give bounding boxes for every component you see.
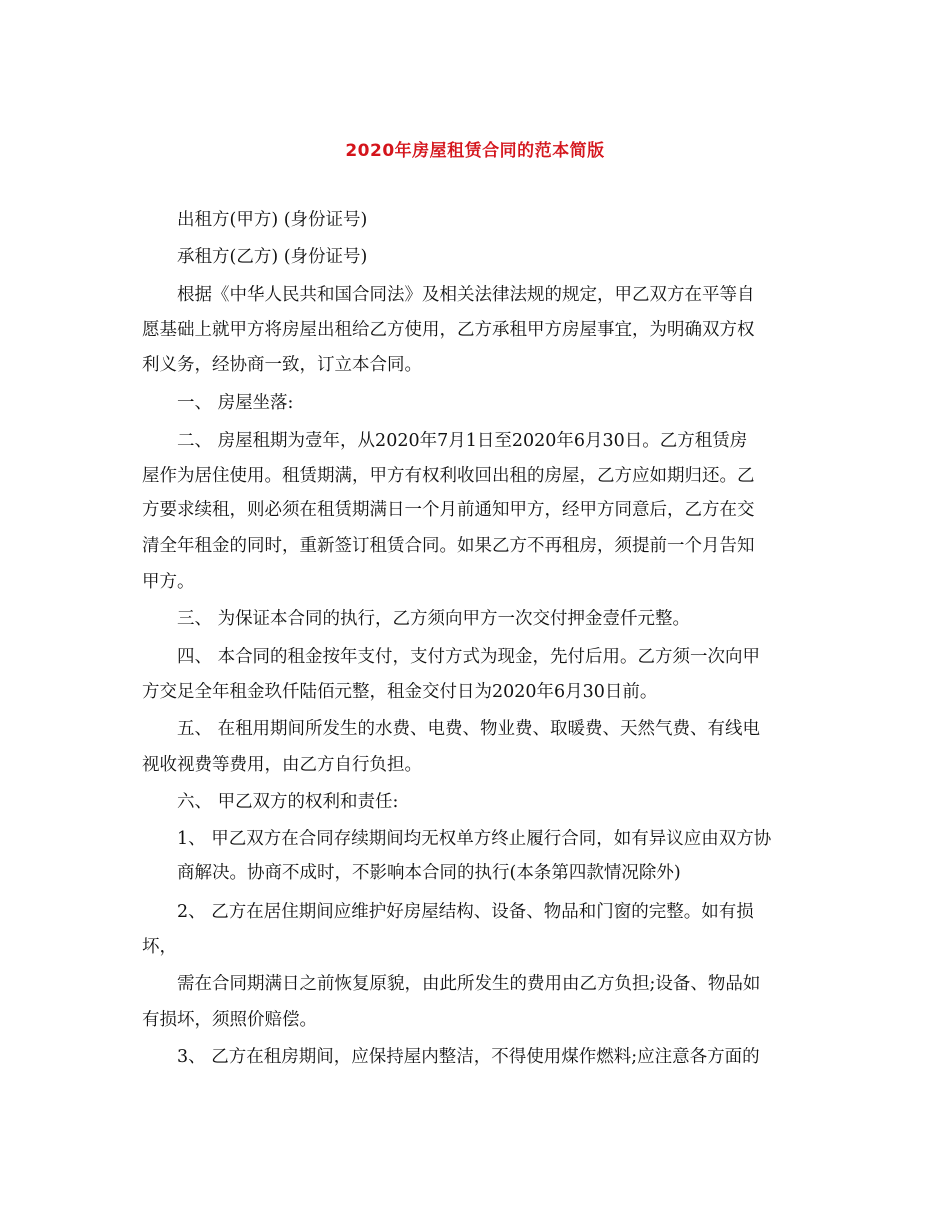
- text-line: 屋作为居住使用。租赁期满，甲方有权利收回出租的房屋，乙方应如期归还。乙: [142, 466, 755, 486]
- text-line: 3、 乙方在租房期间，应保持屋内整洁，不得使用煤作燃料;应注意各方面的: [177, 1047, 760, 1067]
- text-line: 三、 为保证本合同的执行，乙方须向甲方一次交付押金壹仟元整。: [177, 609, 691, 629]
- text-line: 清全年租金的同时，重新签订租赁合同。如果乙方不再租房，须提前一个月告知: [142, 536, 755, 556]
- text-line: 需在合同期满日之前恢复原貌，由此所发生的费用由乙方负担;设备、物品如: [177, 974, 761, 994]
- text-line: 五、 在租用期间所发生的水费、电费、物业费、取暖费、天然气费、有线电: [177, 719, 761, 739]
- text-line: 视收视费等费用，由乙方自行负担。: [142, 755, 422, 775]
- text-line: 承租方(乙方) (身份证号): [177, 247, 368, 267]
- text-line: 坏，: [142, 937, 177, 957]
- text-line: 利义务，经协商一致，订立本合同。: [142, 355, 422, 375]
- text-line: 出租方(甲方) (身份证号): [177, 210, 368, 230]
- text-line: 二、 房屋租期为壹年，从2020年7月1日至2020年6月30日。乙方租赁房: [177, 431, 748, 451]
- text-line: 六、 甲乙双方的权利和责任:: [177, 792, 399, 812]
- text-line: 根据《中华人民共和国合同法》及相关法律法规的规定，甲乙双方在平等自: [177, 285, 755, 305]
- text-line: 一、 房屋坐落:: [177, 393, 294, 413]
- text-line: 商解决。协商不成时，不影响本合同的执行(本条第四款情况除外): [177, 863, 681, 883]
- text-line: 愿基础上就甲方将房屋出租给乙方使用，乙方承租甲方房屋事宜，为明确双方权: [142, 320, 755, 340]
- text-line: 甲方。: [142, 572, 195, 592]
- text-line: 四、 本合同的租金按年支付，支付方式为现金，先付后用。乙方须一次向甲: [177, 647, 761, 667]
- text-line: 有损坏，须照价赔偿。: [142, 1010, 317, 1030]
- text-line: 2、 乙方在居住期间应维护好房屋结构、设备、物品和门窗的完整。如有损: [177, 902, 754, 922]
- document-title: 2020年房屋租赁合同的范本简版: [345, 141, 605, 161]
- text-line: 方要求续租，则必须在租赁期满日一个月前通知甲方，经甲方同意后，乙方在交: [142, 500, 755, 520]
- text-line: 方交足全年租金玖仟陆佰元整，租金交付日为2020年6月30日前。: [142, 682, 658, 702]
- text-line: 1、 甲乙双方在合同存续期间均无权单方终止履行合同，如有异议应由双方协: [177, 829, 772, 849]
